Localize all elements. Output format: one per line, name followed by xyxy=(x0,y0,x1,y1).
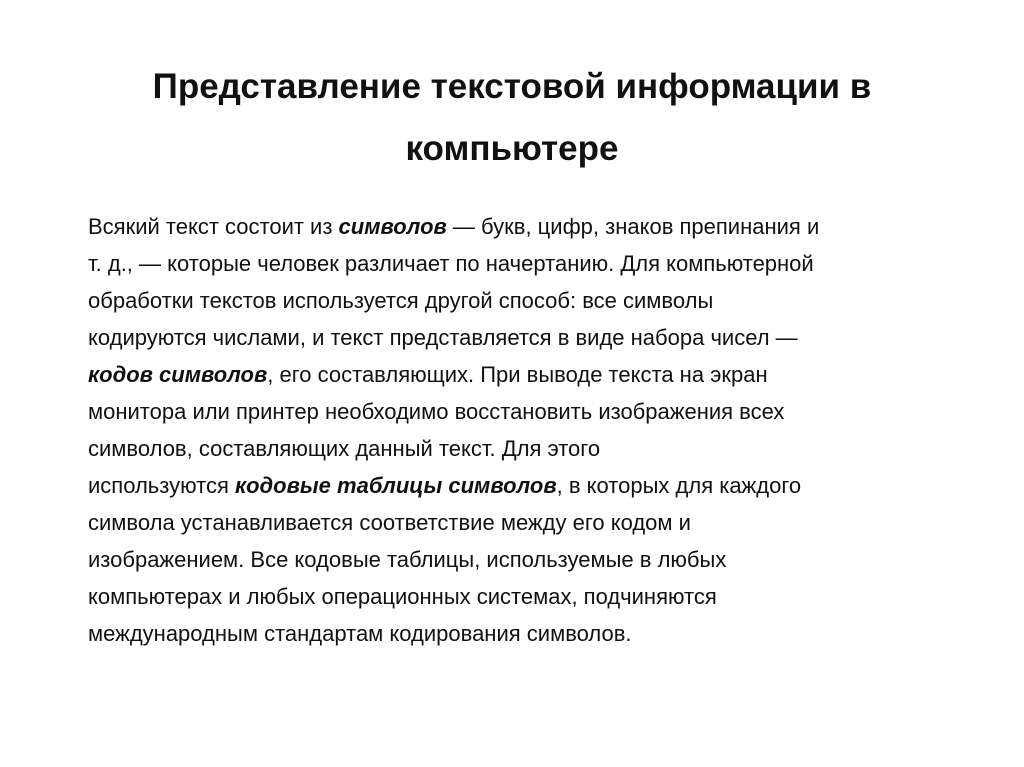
slide-title-line-1: Представление текстовой информации в xyxy=(152,67,872,106)
body-line-10: изображением. Все кодовые таблицы, используемые в любых xyxy=(88,547,727,572)
body-line-5 xyxy=(88,356,968,393)
body-line-9: символа устанавливается соответствие между его кодом и xyxy=(88,510,691,535)
slide-title-line-2: компьютере xyxy=(405,129,619,168)
body-line-7: символов, составляющих данный текст. Для этого xyxy=(88,436,601,461)
body-text: используются xyxy=(88,473,235,498)
body-line-8 xyxy=(88,467,968,504)
term-symbols: символов xyxy=(338,214,447,239)
body-line-4: кодируются числами, и текст представляется в виде набора чисел — xyxy=(88,325,798,350)
body-line-6: монитора или принтер необходимо восстановить изображения всех xyxy=(88,399,785,424)
term-code-tables: кодовые таблицы символов xyxy=(234,473,557,498)
body-text: Всякий текст состоит из xyxy=(88,214,339,239)
body-line-1 xyxy=(88,208,968,245)
body-text: , в которых для каждого xyxy=(556,473,802,498)
term-symbol-codes: кодов символов xyxy=(88,362,268,387)
slide-title xyxy=(60,56,964,180)
body-paragraph xyxy=(88,208,968,652)
body-text: — букв, цифр, знаков препинания и xyxy=(446,214,820,239)
body-line-11: компьютерах и любых операционных системах, подчиняются xyxy=(88,584,717,609)
body-text: , его составляющих. При выводе текста на экран xyxy=(267,362,768,387)
body-line-2: т. д., — которые человек различает по начертанию. Для компьютерной xyxy=(88,251,814,276)
body-line-12: международным стандартам кодирования символов. xyxy=(88,621,632,646)
body-line-3: обработки текстов используется другой способ: все символы xyxy=(88,288,714,313)
